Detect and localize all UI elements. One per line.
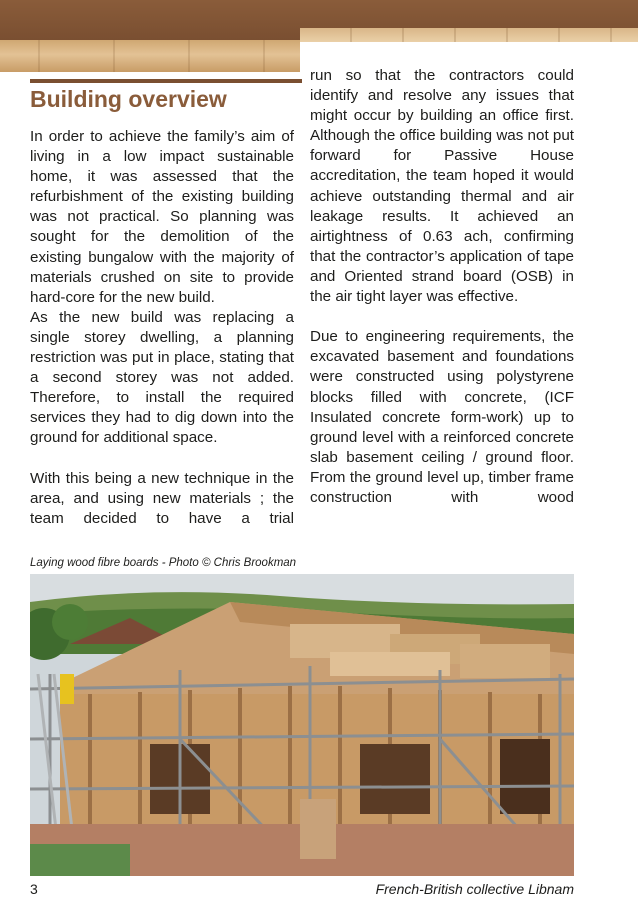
publication-title: French-British collective Libnam [375, 881, 574, 897]
paragraph: With this being a new technique in the area, and using new materials ; the team decided to have a trial [30, 469, 294, 527]
wood-texture-strip [0, 40, 300, 72]
wood-texture-strip-right [300, 28, 638, 42]
page-number: 3 [30, 881, 38, 897]
paragraph-spacer [30, 449, 294, 469]
construction-photo-illustration [30, 574, 574, 876]
paragraph-spacer [310, 307, 574, 327]
section-title: Building overview [30, 86, 227, 112]
left-column [30, 127, 294, 529]
paragraph: Due to engineering requirements, the excavated basement and foundations were constructed using polystyrene blocks filled with concrete, (ICF Insulated concrete form-work) up to ground level with a reinforced concrete slab basement ceiling / ground floor. From the ground level up, timber frame construction with wood [310, 328, 574, 506]
paragraph: run so that the contractors could identify and resolve any issues that might occur by building an office first. Although the office building was not put forward for Passive House accreditation, the team hoped it would achieve outstanding thermal and air leakage results. It achieved an airtightness of 0.63 ach, confirming that the contractor’s application of tape and Oriented strand board (OSB) in the air tight layer was effective. [310, 67, 575, 306]
paragraph: In order to achieve the family’s aim of living in a low impact sustainable home, it was assessed that the refurbishment of the existing building was not practical. So planning was sought for the demolition of the existing bungalow with the majority of materials crushed on site to provide hard-core for the new build. [30, 128, 294, 306]
construction-photo [30, 574, 574, 876]
figure-caption: Laying wood fibre boards - Photo © Chris Brookman [30, 557, 297, 569]
heading-rule [30, 79, 302, 83]
paragraph: As the new build was replacing a single storey dwelling, a planning restriction was put in place, stating that a second storey was not added. Therefore, to install the required services they had to dig down into the ground for additional space. [30, 308, 294, 447]
right-column [310, 66, 574, 508]
